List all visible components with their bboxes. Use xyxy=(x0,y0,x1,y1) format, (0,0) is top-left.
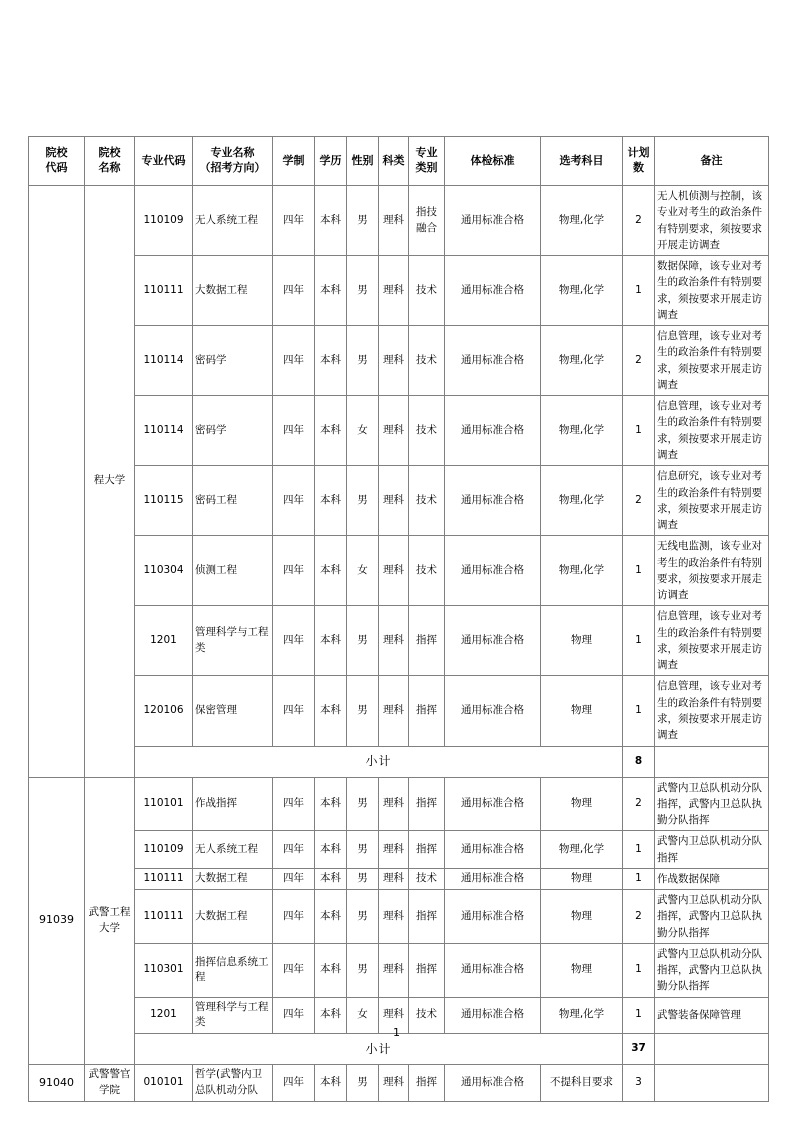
physical-standard-cell: 通用标准合格 xyxy=(445,606,541,676)
major-type-cell: 指挥 xyxy=(409,890,445,944)
plan-count-cell: 1 xyxy=(623,943,655,997)
physical-standard-cell: 通用标准合格 xyxy=(445,831,541,869)
physical-standard-cell: 通用标准合格 xyxy=(445,777,541,831)
major-type-cell: 技术 xyxy=(409,256,445,326)
years-cell: 四年 xyxy=(273,466,315,536)
degree-cell: 本科 xyxy=(315,831,347,869)
remark-cell: 武警内卫总队机动分队指挥，武警内卫总队执勤分队指挥 xyxy=(655,890,769,944)
plan-count-cell: 1 xyxy=(623,868,655,889)
header-degree xyxy=(315,137,347,186)
enrollment-plan-table xyxy=(28,136,769,1102)
table-row xyxy=(29,466,769,536)
plan-count-cell: 2 xyxy=(623,890,655,944)
major-code-cell: 110115 xyxy=(135,466,193,536)
category-cell: 理科 xyxy=(379,326,409,396)
selected-subjects-cell: 物理,化学 xyxy=(541,186,623,256)
gender-cell: 男 xyxy=(347,890,379,944)
header-row xyxy=(29,137,769,186)
degree-cell: 本科 xyxy=(315,326,347,396)
table-row xyxy=(29,831,769,869)
physical-standard-cell: 通用标准合格 xyxy=(445,396,541,466)
major-type-cell: 指挥 xyxy=(409,1065,445,1102)
major-name-cell: 密码工程 xyxy=(193,466,273,536)
remark-cell: 信息研究，该专业对考生的政治条件有特别要求，须按要求开展走访调查 xyxy=(655,466,769,536)
header-plan-count-line1: 计划 xyxy=(627,146,650,160)
degree-cell: 本科 xyxy=(315,466,347,536)
degree-cell: 本科 xyxy=(315,606,347,676)
major-type-cell: 指挥 xyxy=(409,676,445,746)
header-years xyxy=(273,137,315,186)
major-name-cell: 密码学 xyxy=(193,326,273,396)
years-cell: 四年 xyxy=(273,536,315,606)
table-row xyxy=(29,676,769,746)
physical-standard-cell: 通用标准合格 xyxy=(445,466,541,536)
physical-standard-cell: 通用标准合格 xyxy=(445,868,541,889)
subtotal-label: 小计 xyxy=(135,746,623,777)
years-cell: 四年 xyxy=(273,1065,315,1102)
major-name-cell: 管理科学与工程类 xyxy=(193,997,273,1034)
remark-cell: 数据保障，该专业对考生的政治条件有特别要求，须按要求开展走访调查 xyxy=(655,256,769,326)
degree-cell: 本科 xyxy=(315,396,347,466)
selected-subjects-cell: 物理 xyxy=(541,777,623,831)
school-code-cell: 91040 xyxy=(29,1065,85,1102)
major-name-cell: 哲学(武警内卫总队机动分队 xyxy=(193,1065,273,1102)
selected-subjects-cell: 物理 xyxy=(541,606,623,676)
major-type-cell: 指技融合 xyxy=(409,186,445,256)
degree-cell: 本科 xyxy=(315,676,347,746)
subtotal-value: 8 xyxy=(623,746,655,777)
subtotal-value: 37 xyxy=(623,1034,655,1065)
category-cell: 理科 xyxy=(379,256,409,326)
major-name-cell: 无人系统工程 xyxy=(193,831,273,869)
header-plan-count xyxy=(623,137,655,186)
plan-count-cell: 3 xyxy=(623,1065,655,1102)
table-row xyxy=(29,606,769,676)
school-code-cell: 91039 xyxy=(29,777,85,1065)
physical-standard-cell: 通用标准合格 xyxy=(445,943,541,997)
plan-count-cell: 1 xyxy=(623,396,655,466)
table-row xyxy=(29,890,769,944)
major-name-cell: 作战指挥 xyxy=(193,777,273,831)
major-type-cell: 技术 xyxy=(409,536,445,606)
header-plan-count-line2: 数 xyxy=(633,161,644,174)
degree-cell: 本科 xyxy=(315,943,347,997)
header-major-name-line1: 专业名称 xyxy=(210,146,255,160)
subtotal-label: 小计 xyxy=(135,1034,623,1065)
gender-cell: 男 xyxy=(347,868,379,889)
header-school-name-line2: 名称 xyxy=(98,161,121,174)
selected-subjects-cell: 物理,化学 xyxy=(541,466,623,536)
years-cell: 四年 xyxy=(273,831,315,869)
header-major-name xyxy=(193,137,273,186)
table-row xyxy=(29,943,769,997)
major-code-cell: 110109 xyxy=(135,186,193,256)
selected-subjects-cell: 物理,化学 xyxy=(541,997,623,1034)
gender-cell: 男 xyxy=(347,186,379,256)
physical-standard-cell: 通用标准合格 xyxy=(445,536,541,606)
years-cell: 四年 xyxy=(273,256,315,326)
remark-cell: 作战数据保障 xyxy=(655,868,769,889)
years-cell: 四年 xyxy=(273,890,315,944)
remark-cell: 无线电监测，该专业对考生的政治条件有特别要求，须按要求开展走访调查 xyxy=(655,536,769,606)
degree-cell: 本科 xyxy=(315,186,347,256)
major-code-cell: 110301 xyxy=(135,943,193,997)
table-row xyxy=(29,326,769,396)
major-name-cell: 密码学 xyxy=(193,396,273,466)
major-code-cell: 110111 xyxy=(135,868,193,889)
major-code-cell: 110114 xyxy=(135,396,193,466)
major-type-cell: 指挥 xyxy=(409,943,445,997)
physical-standard-cell: 通用标准合格 xyxy=(445,997,541,1034)
header-years-line1: 学制 xyxy=(282,153,305,167)
header-school-code-line1: 院校 xyxy=(45,146,68,160)
major-code-cell: 110111 xyxy=(135,256,193,326)
header-remark-line1: 备注 xyxy=(700,153,723,167)
degree-cell: 本科 xyxy=(315,1065,347,1102)
major-code-cell: 010101 xyxy=(135,1065,193,1102)
subtotal-remark xyxy=(655,746,769,777)
table-row xyxy=(29,1065,769,1102)
remark-cell: 信息管理，该专业对考生的政治条件有特别要求，须按要求开展走访调查 xyxy=(655,326,769,396)
plan-count-cell: 1 xyxy=(623,997,655,1034)
header-major-name-line2: （招考方向） xyxy=(199,161,266,174)
gender-cell: 男 xyxy=(347,466,379,536)
header-physical-standard-line1: 体检标准 xyxy=(470,153,515,167)
gender-cell: 男 xyxy=(347,326,379,396)
remark-cell: 武警内卫总队机动分队指挥，武警内卫总队执勤分队指挥 xyxy=(655,777,769,831)
gender-cell: 男 xyxy=(347,676,379,746)
category-cell: 理科 xyxy=(379,777,409,831)
selected-subjects-cell: 物理,化学 xyxy=(541,536,623,606)
header-major-type-line2: 类别 xyxy=(415,161,438,174)
header-category-line1: 科类 xyxy=(382,153,405,167)
page-number: 1 xyxy=(393,1026,400,1039)
plan-count-cell: 1 xyxy=(623,536,655,606)
header-selected-subjects xyxy=(541,137,623,186)
header-degree-line1: 学历 xyxy=(319,153,342,167)
remark-cell: 武警装备保障管理 xyxy=(655,997,769,1034)
remark-cell xyxy=(655,1065,769,1102)
remark-cell: 信息管理，该专业对考生的政治条件有特别要求，须按要求开展走访调查 xyxy=(655,676,769,746)
selected-subjects-cell: 物理,化学 xyxy=(541,256,623,326)
gender-cell: 女 xyxy=(347,536,379,606)
degree-cell: 本科 xyxy=(315,256,347,326)
selected-subjects-cell: 物理 xyxy=(541,943,623,997)
header-gender xyxy=(347,137,379,186)
major-code-cell: 1201 xyxy=(135,997,193,1034)
major-code-cell: 110111 xyxy=(135,890,193,944)
remark-cell: 武警内卫总队机动分队指挥，武警内卫总队执勤分队指挥 xyxy=(655,943,769,997)
header-gender-line1: 性别 xyxy=(351,153,374,167)
major-code-cell: 110109 xyxy=(135,831,193,869)
plan-count-cell: 2 xyxy=(623,326,655,396)
category-cell: 理科 xyxy=(379,606,409,676)
category-cell: 理科 xyxy=(379,831,409,869)
gender-cell: 男 xyxy=(347,831,379,869)
physical-standard-cell: 通用标准合格 xyxy=(445,186,541,256)
header-major-type-line1: 专业 xyxy=(415,146,438,160)
header-remark xyxy=(655,137,769,186)
major-code-cell: 110114 xyxy=(135,326,193,396)
major-type-cell: 技术 xyxy=(409,326,445,396)
header-category xyxy=(379,137,409,186)
category-cell: 理科 xyxy=(379,1065,409,1102)
degree-cell: 本科 xyxy=(315,777,347,831)
years-cell: 四年 xyxy=(273,777,315,831)
header-major-code xyxy=(135,137,193,186)
category-cell: 理科 xyxy=(379,868,409,889)
degree-cell: 本科 xyxy=(315,890,347,944)
years-cell: 四年 xyxy=(273,326,315,396)
selected-subjects-cell: 物理 xyxy=(541,868,623,889)
header-school-name-line1: 院校 xyxy=(98,146,121,160)
major-name-cell: 大数据工程 xyxy=(193,256,273,326)
selected-subjects-cell: 物理,化学 xyxy=(541,326,623,396)
category-cell: 理科 xyxy=(379,676,409,746)
table-row xyxy=(29,256,769,326)
category-cell: 理科 xyxy=(379,943,409,997)
years-cell: 四年 xyxy=(273,186,315,256)
major-name-cell: 无人系统工程 xyxy=(193,186,273,256)
enrollment-plan-table-wrapper xyxy=(28,136,768,1102)
gender-cell: 男 xyxy=(347,943,379,997)
school-name-cell: 程大学 xyxy=(85,186,135,778)
category-cell: 理科 xyxy=(379,890,409,944)
physical-standard-cell: 通用标准合格 xyxy=(445,256,541,326)
years-cell: 四年 xyxy=(273,396,315,466)
major-type-cell: 技术 xyxy=(409,466,445,536)
plan-count-cell: 2 xyxy=(623,466,655,536)
major-type-cell: 技术 xyxy=(409,868,445,889)
header-major-type xyxy=(409,137,445,186)
remark-cell: 无人机侦测与控制，该专业对考生的政治条件有特别要求，须按要求开展走访调查 xyxy=(655,186,769,256)
degree-cell: 本科 xyxy=(315,536,347,606)
category-cell: 理科 xyxy=(379,466,409,536)
degree-cell: 本科 xyxy=(315,868,347,889)
plan-count-cell: 1 xyxy=(623,831,655,869)
physical-standard-cell: 通用标准合格 xyxy=(445,890,541,944)
plan-count-cell: 2 xyxy=(623,186,655,256)
header-major-code-line1: 专业代码 xyxy=(141,153,186,167)
table-row xyxy=(29,186,769,256)
physical-standard-cell: 通用标准合格 xyxy=(445,676,541,746)
header-school-code-line2: 代码 xyxy=(45,161,68,174)
plan-count-cell: 1 xyxy=(623,676,655,746)
physical-standard-cell: 通用标准合格 xyxy=(445,326,541,396)
major-name-cell: 大数据工程 xyxy=(193,890,273,944)
years-cell: 四年 xyxy=(273,868,315,889)
selected-subjects-cell: 物理,化学 xyxy=(541,396,623,466)
major-name-cell: 侦测工程 xyxy=(193,536,273,606)
years-cell: 四年 xyxy=(273,997,315,1034)
gender-cell: 男 xyxy=(347,777,379,831)
plan-count-cell: 2 xyxy=(623,777,655,831)
table-row xyxy=(29,777,769,831)
selected-subjects-cell: 物理 xyxy=(541,676,623,746)
plan-count-cell: 1 xyxy=(623,256,655,326)
subtotal-row xyxy=(29,746,769,777)
major-type-cell: 指挥 xyxy=(409,777,445,831)
major-type-cell: 指挥 xyxy=(409,831,445,869)
header-school-name xyxy=(85,137,135,186)
plan-count-cell: 1 xyxy=(623,606,655,676)
selected-subjects-cell: 物理,化学 xyxy=(541,831,623,869)
major-type-cell: 技术 xyxy=(409,396,445,466)
header-selected-subjects-line1: 选考科目 xyxy=(559,153,604,167)
gender-cell: 男 xyxy=(347,1065,379,1102)
table-row xyxy=(29,396,769,466)
category-cell: 理科 xyxy=(379,396,409,466)
header-physical-standard xyxy=(445,137,541,186)
category-cell: 理科 xyxy=(379,536,409,606)
table-row xyxy=(29,536,769,606)
school-name-cell: 武警工程大学 xyxy=(85,777,135,1065)
remark-cell: 武警内卫总队机动分队指挥 xyxy=(655,831,769,869)
selected-subjects-cell: 物理 xyxy=(541,890,623,944)
major-code-cell: 1201 xyxy=(135,606,193,676)
table-header xyxy=(29,137,769,186)
degree-cell: 本科 xyxy=(315,997,347,1034)
major-type-cell: 技术 xyxy=(409,997,445,1034)
gender-cell: 男 xyxy=(347,256,379,326)
years-cell: 四年 xyxy=(273,606,315,676)
gender-cell: 女 xyxy=(347,997,379,1034)
gender-cell: 男 xyxy=(347,606,379,676)
remark-cell: 信息管理，该专业对考生的政治条件有特别要求，须按要求开展走访调查 xyxy=(655,396,769,466)
major-code-cell: 110304 xyxy=(135,536,193,606)
major-name-cell: 管理科学与工程类 xyxy=(193,606,273,676)
school-name-cell: 武警警官学院 xyxy=(85,1065,135,1102)
years-cell: 四年 xyxy=(273,676,315,746)
physical-standard-cell: 通用标准合格 xyxy=(445,1065,541,1102)
header-school-code xyxy=(29,137,85,186)
table-row xyxy=(29,868,769,889)
selected-subjects-cell: 不提科目要求 xyxy=(541,1065,623,1102)
remark-cell: 信息管理，该专业对考生的政治条件有特别要求，须按要求开展走访调查 xyxy=(655,606,769,676)
gender-cell: 女 xyxy=(347,396,379,466)
school-code-cell xyxy=(29,186,85,778)
years-cell: 四年 xyxy=(273,943,315,997)
major-code-cell: 110101 xyxy=(135,777,193,831)
major-code-cell: 120106 xyxy=(135,676,193,746)
category-cell: 理科 xyxy=(379,997,409,1034)
major-name-cell: 大数据工程 xyxy=(193,868,273,889)
major-name-cell: 保密管理 xyxy=(193,676,273,746)
category-cell: 理科 xyxy=(379,186,409,256)
major-name-cell: 指挥信息系统工程 xyxy=(193,943,273,997)
table-body xyxy=(29,186,769,1102)
major-type-cell: 指挥 xyxy=(409,606,445,676)
